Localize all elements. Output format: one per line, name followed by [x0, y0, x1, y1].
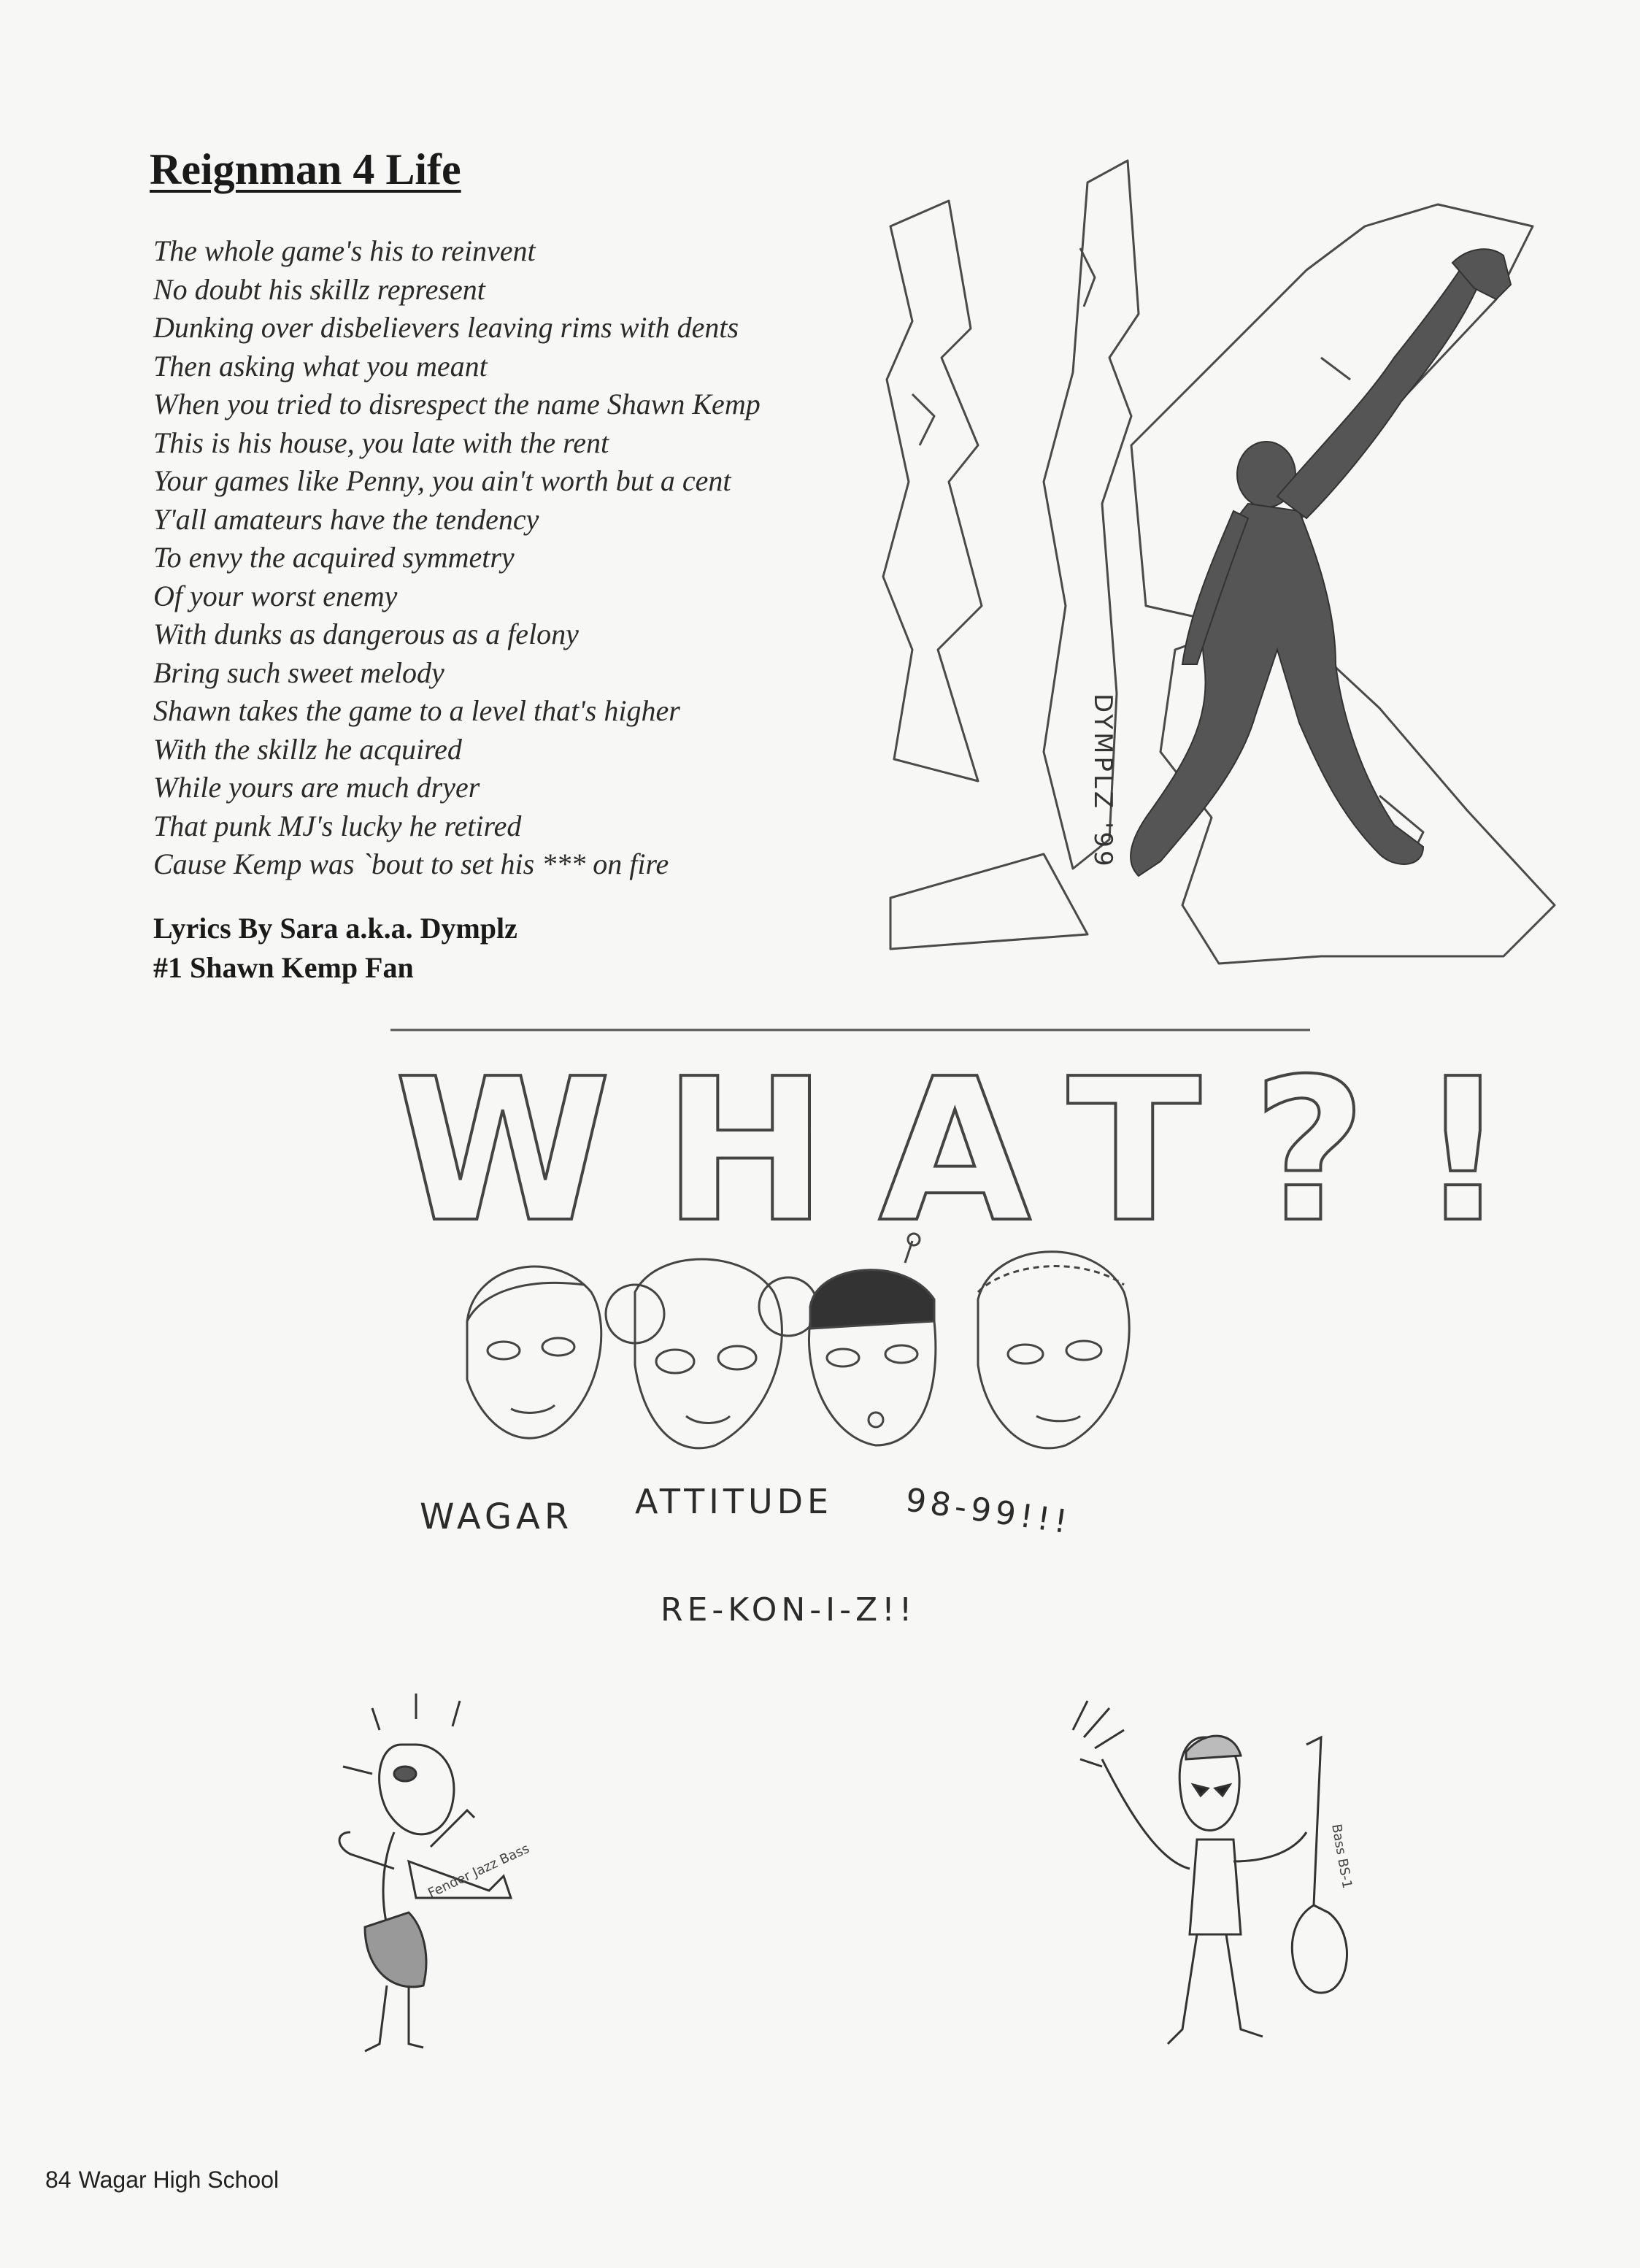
- poem-line: Y'all amateurs have the tendency: [153, 502, 539, 536]
- lyrics-credits: [153, 909, 517, 988]
- guitar-text: Fender Jazz Bass: [426, 1840, 532, 1902]
- poem-line: Then asking what you meant: [153, 349, 488, 383]
- handwritten-year: 98-99!!!: [903, 1481, 1074, 1542]
- faces-drawing: [423, 1234, 1299, 1475]
- face-3: [810, 1270, 934, 1329]
- face-4: [978, 1252, 1129, 1448]
- school-name: Wagar High School: [78, 2167, 280, 2193]
- poem-line: While yours are much dryer: [153, 771, 480, 804]
- credit-fan: #1 Shawn Kemp Fan: [153, 951, 414, 984]
- poem-line: Bring such sweet melody: [153, 656, 444, 689]
- poem-line: Shawn takes the game to a level that's higher: [153, 694, 680, 727]
- handwritten-rekonize: RE-KON-I-Z!!: [661, 1591, 917, 1629]
- poem-line: That punk MJ's lucky he retired: [153, 809, 522, 842]
- poem-line: With the skillz he acquired: [153, 732, 462, 766]
- poem-line: Your games like Penny, you ain't worth but a cent: [153, 464, 731, 497]
- what-heading-art: [380, 1036, 1559, 1266]
- face-2: [635, 1259, 782, 1448]
- kemp-dunk-drawing: [869, 139, 1569, 971]
- page-footer: [45, 2167, 286, 2194]
- what-heading-text: WHAT?!: [394, 1036, 1559, 1266]
- poem-line: With dunks as dangerous as a felony: [153, 618, 579, 650]
- poem-line: When you tried to disrespect the name Shawn Kemp: [153, 388, 761, 420]
- bass-text: Bass BS-1: [1328, 1823, 1355, 1890]
- poem-title: Reignman 4 Life: [150, 145, 461, 193]
- poem-line: This is his house, you late with the rent: [153, 426, 609, 459]
- poem-line: No doubt his skillz represent: [153, 272, 485, 306]
- drawing-signature: DYMPLZ '99: [1088, 693, 1117, 869]
- guitar-player-drawing: [321, 1679, 555, 2059]
- handwritten-attitude: ATTITUDE: [635, 1482, 834, 1521]
- poem-line: To envy the acquired symmetry: [153, 541, 515, 574]
- poem-lines: [153, 232, 761, 884]
- poem-line: Of your worst enemy: [153, 579, 398, 612]
- poem-line: Dunking over disbelievers leaving rims with dents: [153, 311, 739, 344]
- page-number: 84: [45, 2167, 72, 2193]
- handwritten-wagar: WAGAR: [420, 1496, 574, 1537]
- poem-line: The whole game's his to reinvent: [153, 234, 536, 267]
- poem-line: Cause Kemp was `bout to set his *** on fire: [153, 847, 669, 880]
- credit-author: Lyrics By Sara a.k.a. Dymplz: [153, 912, 517, 945]
- section-divider: [390, 1026, 1310, 1034]
- alien-bassist-drawing: [1058, 1686, 1379, 2066]
